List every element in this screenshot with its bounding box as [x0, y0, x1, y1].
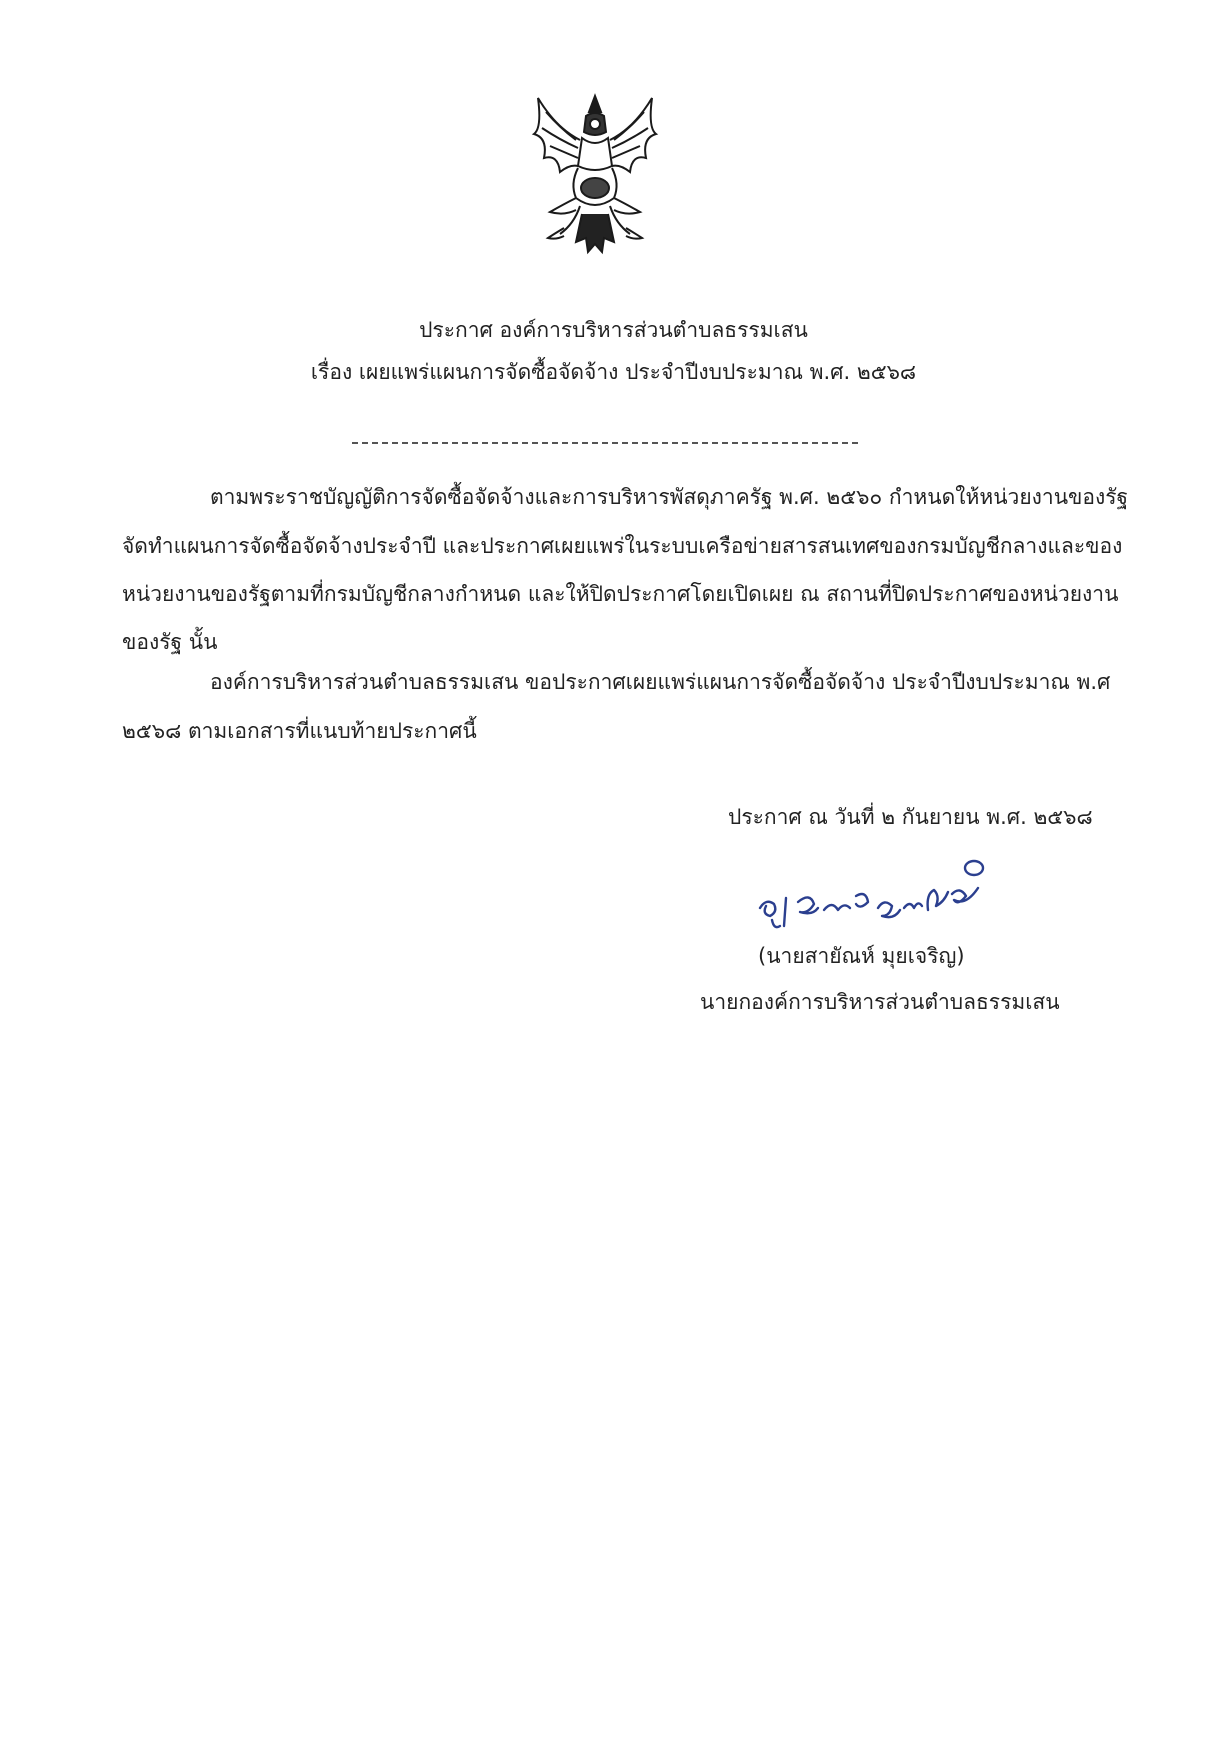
handwritten-signature [752, 850, 1012, 940]
paragraph1-line3: หน่วยงานของรัฐตามที่กรมบัญชีกลางกำหนด และให้ปิดประกาศโดยเปิดเผย ณ สถานที่ปิดประกาศของหน่วยงาน [122, 582, 1119, 606]
paragraph2-line1: องค์การบริหารส่วนตำบลธรรมเสน ขอประกาศเผยแพร่แผนการจัดซื้อจัดจ้าง ประจำปีงบประมาณ พ.ศ [210, 670, 1111, 694]
announcement-subject: เรื่อง เผยแพร่แผนการจัดซื้อจัดจ้าง ประจำปีงบประมาณ พ.ศ. ๒๕๖๘ [310, 360, 917, 384]
paragraph2-line2: ๒๕๖๘ ตามเอกสารที่แนบท้ายประกาศนี้ [122, 719, 477, 743]
paragraph1-line4: ของรัฐ นั้น [122, 630, 218, 654]
announcement-date: ประกาศ ณ วันที่ ๒ กันยายน พ.ศ. ๒๕๖๘ [728, 805, 1093, 829]
separator-line [352, 442, 858, 444]
signer-name: (นายสายัณห์ มุยเจริญ) [758, 944, 965, 968]
paragraph1-line1: ตามพระราชบัญญัติการจัดซื้อจัดจ้างและการบริหารพัสดุภาครัฐ พ.ศ. ๒๕๖๐ กำหนดให้หน่วยงานของรัฐ [210, 485, 1129, 509]
garuda-emblem-icon [520, 88, 670, 266]
announcement-title: ประกาศ องค์การบริหารส่วนตำบลธรรมเสน [419, 318, 808, 342]
paragraph1-line2: จัดทำแผนการจัดซื้อจัดจ้างประจำปี และประกาศเผยแพร่ในระบบเครือข่ายสารสนเทศของกรมบัญชีกลางและของ [122, 534, 1123, 558]
signer-title: นายกองค์การบริหารส่วนตำบลธรรมเสน [700, 990, 1060, 1014]
